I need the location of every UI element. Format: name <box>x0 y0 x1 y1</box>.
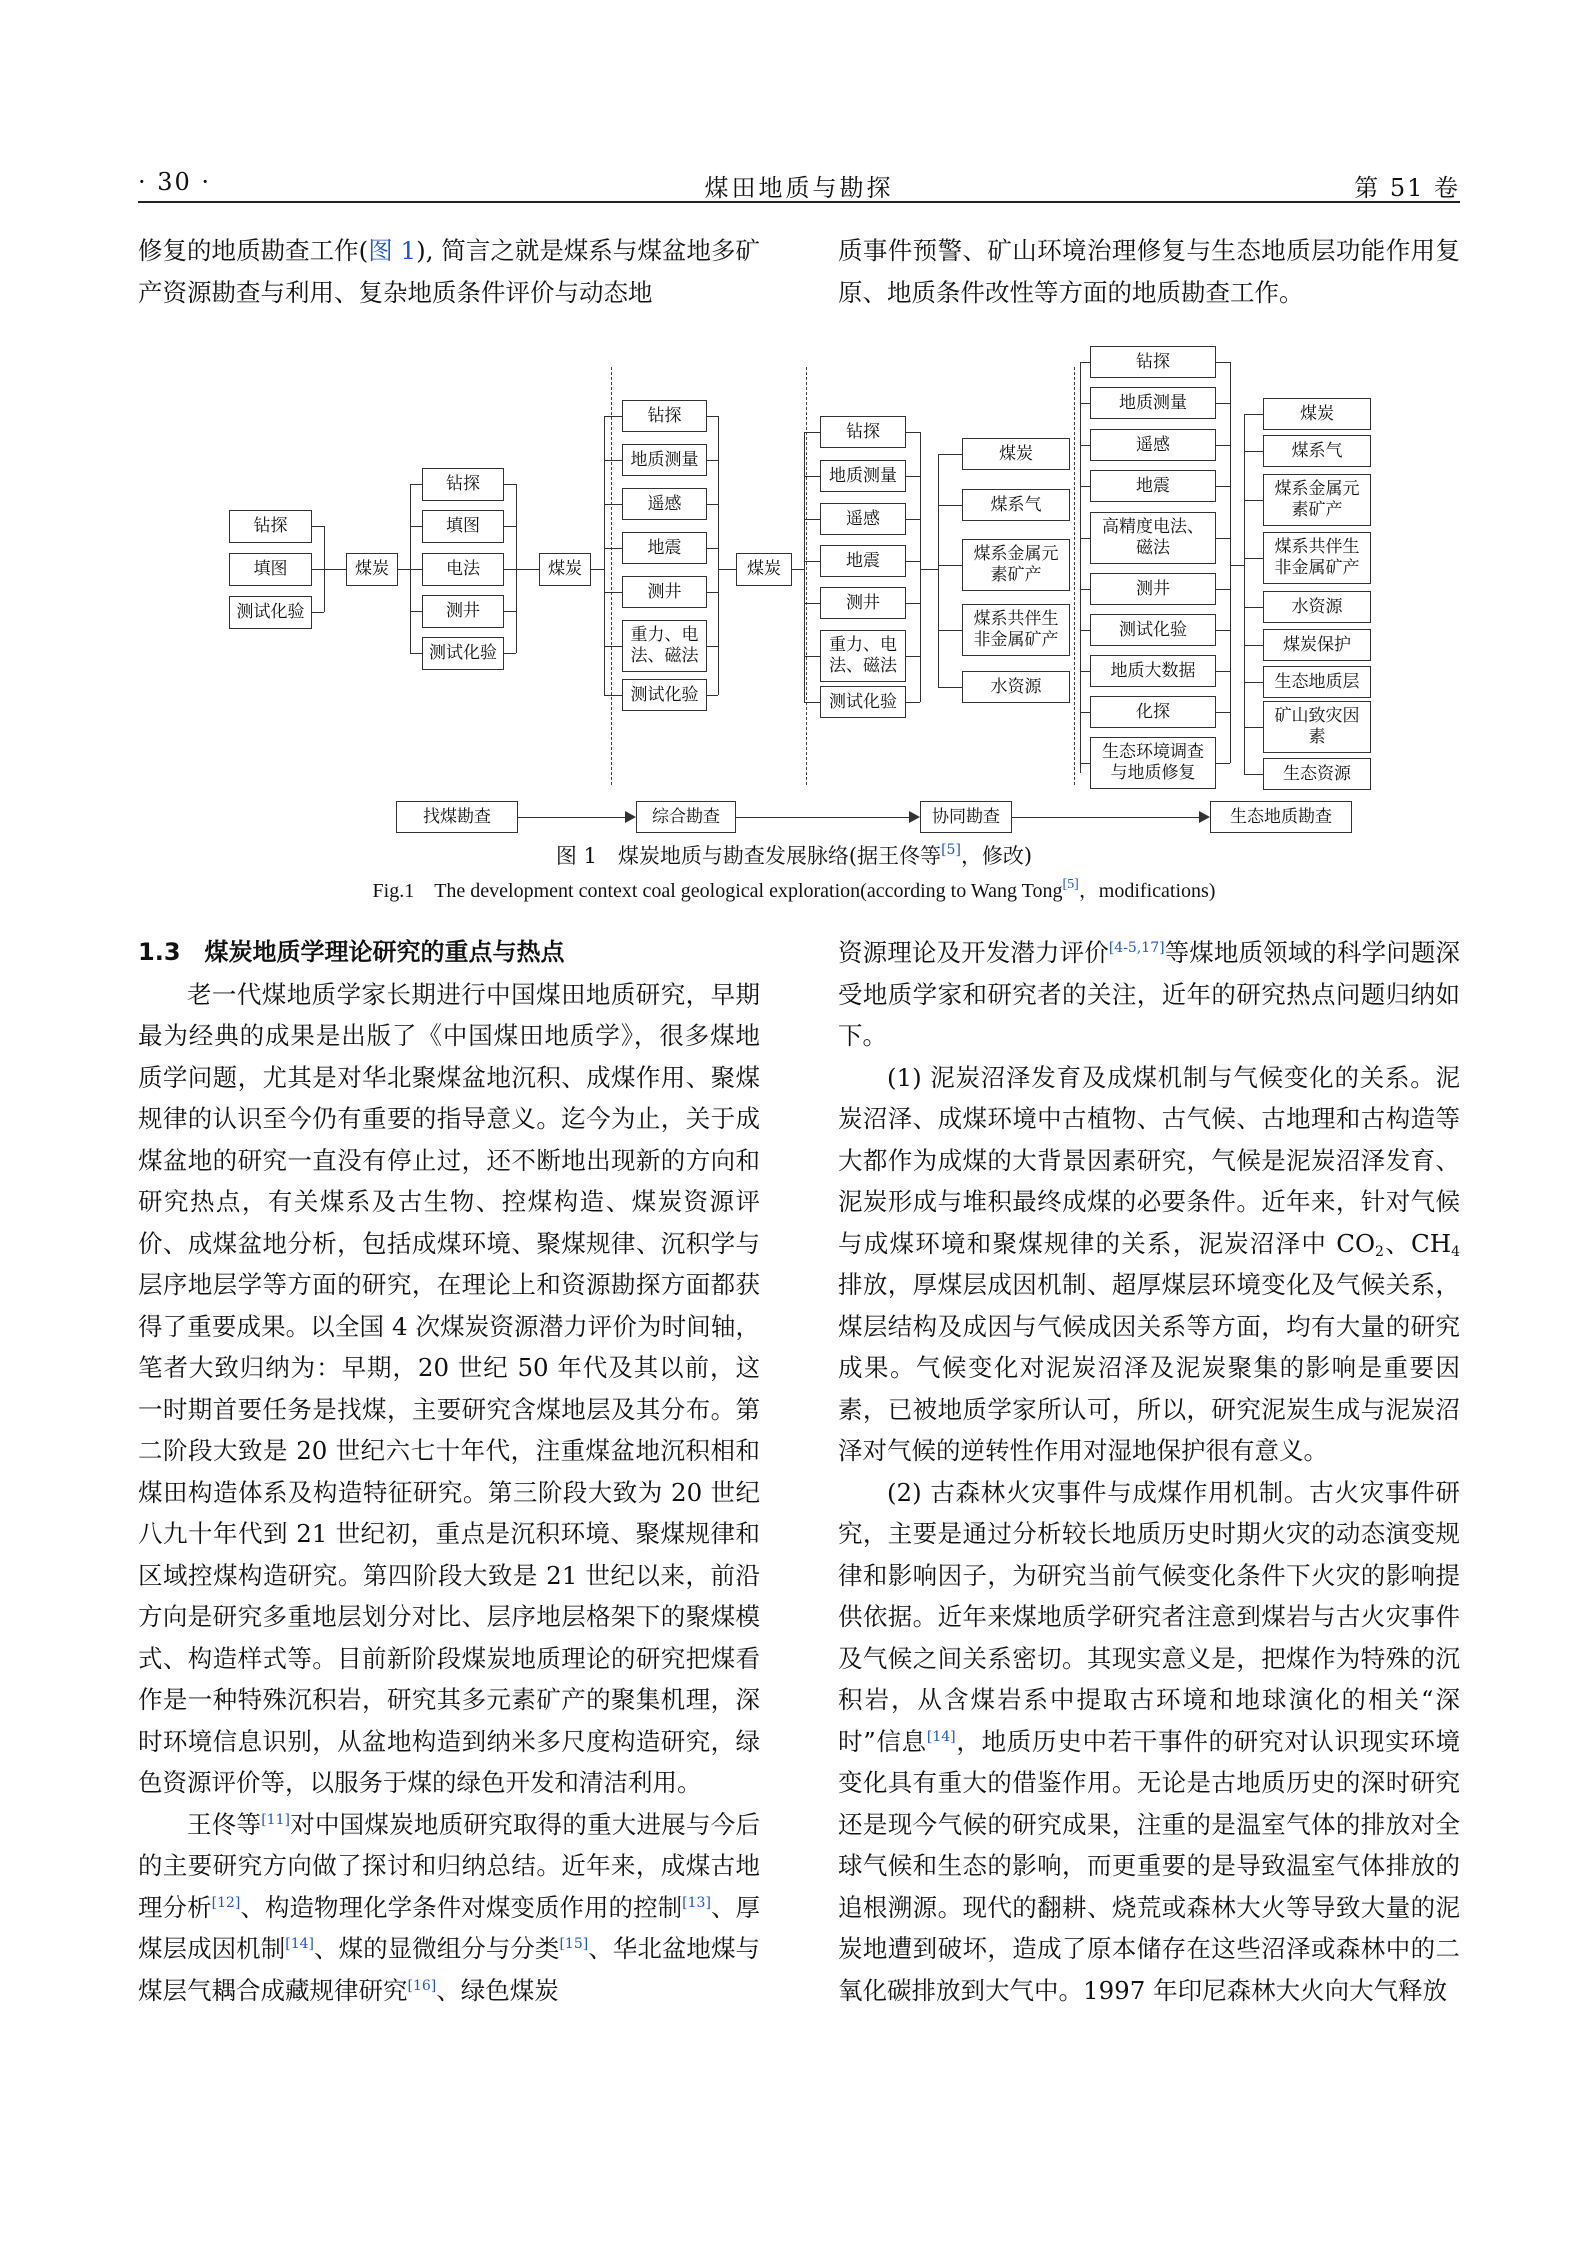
top-left-paragraph <box>138 230 760 313</box>
method-box: 测试化验 <box>1090 614 1216 646</box>
paragraph <box>138 1804 760 2012</box>
method-box: 地震 <box>1090 470 1216 502</box>
target-box: 煤系金属元素矿产 <box>962 539 1070 591</box>
top-right-paragraph: 质事件预警、矿山环境治理修复与生态地质层功能作用复原、地质条件改性等方面的地质勘查工作。 <box>838 236 1460 307</box>
method-box: 测试化验 <box>422 637 504 670</box>
target-box: 水资源 <box>962 671 1070 703</box>
stage-separator <box>1074 367 1075 785</box>
target-box: 煤炭保护 <box>1263 629 1371 661</box>
arrow-right-icon <box>1199 811 1210 823</box>
arrow-right-icon <box>909 811 920 823</box>
citation-link[interactable]: [16] <box>407 1977 437 1994</box>
text-run: (2) 古森林火灾事件与成煤作用机制。古火灾事件研究，主要是通过分析较长地质历史时期火灾的动态演变规律和影响因子，为研究当前气候变化条件下火灾的影响提供依据。近年来煤地质学研究者注意到煤岩与古火灾事件及气候之间关系密切。其现实意义是，把煤作为特殊的沉积岩，从含煤岩系中提取古环境和地球演化的相关“深时”信息 <box>838 1477 1460 1756</box>
hub-box: 煤炭 <box>346 553 398 586</box>
target-box: 生态资源 <box>1263 758 1371 790</box>
method-box: 填图 <box>229 553 312 586</box>
section-heading: 1.3 煤炭地质学理论研究的重点与热点 <box>138 938 565 966</box>
target-box: 煤炭 <box>962 438 1070 470</box>
method-box: 重力、电法、磁法 <box>820 630 906 682</box>
caption-text: 图 1 煤炭地质与勘查发展脉络(据王佟等 <box>555 844 942 868</box>
hub-box: 煤炭 <box>539 553 591 586</box>
figure-caption-en <box>0 874 1588 903</box>
text-run: 、构造物理化学条件对煤变质作用的控制 <box>240 1892 683 1922</box>
text-run: 、煤的显微组分与分类 <box>314 1934 560 1963</box>
target-box: 煤系气 <box>1263 435 1371 467</box>
text-run: 、绿色煤炭 <box>436 1975 559 2005</box>
target-box: 煤炭 <box>1263 398 1371 430</box>
method-box: 钻探 <box>1090 346 1216 378</box>
text-run: ，地质历史中若干事件的研究对认识现实环境变化具有重大的借鉴作用。无论是古地质历史的深时研究还是现今气候的研究成果，注重的是温室气体的排放对全球气候和生态的影响，而更重要的是导致温室气体排放的追根溯源。现代的翻耕、烧荒或森林大火等导致大量的泥炭地遭到破坏，造成了原本储存在这些沼泽或森林中的二氧化碳排放到大气中。1997 年印尼森林大火向大气释放 <box>838 1726 1461 2005</box>
top-right-column <box>838 230 1460 313</box>
method-box: 钻探 <box>820 416 906 448</box>
text-run: 王佟等 <box>187 1809 262 1839</box>
target-box: 矿山致灾因素 <box>1263 701 1371 753</box>
method-box: 地震 <box>820 545 906 577</box>
text-run: 对中国煤炭地质研究取得的重大进展与今后的主要研究方向做了探讨和归纳总结。近年来，成煤古地理分析 <box>138 1809 761 1922</box>
text-run: 资源理论及开发潜力评价 <box>838 938 1109 967</box>
timeline-stage: 综合勘查 <box>636 801 736 833</box>
volume-label: 第 51 卷 <box>1354 174 1460 202</box>
citation-link[interactable]: [14] <box>926 1728 956 1745</box>
text-run: 、厚煤层成因机制 <box>138 1892 761 1963</box>
stage-separator <box>611 367 612 785</box>
method-box: 地质测量 <box>1090 387 1216 419</box>
method-box: 测井 <box>422 595 504 628</box>
text-run: ), 简言之就是煤系与煤盆地多矿产资源勘查与利用、复杂地质条件评价与动态地 <box>138 236 761 307</box>
paragraph: 老一代煤地质学家长期进行中国煤田地质研究，早期最为经典的成果是出版了《中国煤田地质学》，很多煤地质学问题，尤其是对华北聚煤盆地沉积、成煤作用、聚煤规律的认识至今仍有重要的指导意义。迄今为止，关于成煤盆地的研究一直没有停止过，还不断地出现新的方向和研究热点，有关煤系及古生物、控煤构造、煤炭资源评价、成煤盆地分析，包括成煤环境、聚煤规律、沉积学与层序地层学等方面的研究，在理论上和资源勘探方面都获得了重要成果。以全国 4 次煤炭资源潜力评价为时间轴，笔者大致归纳为：早期，20 世纪 50 年代及其以前，这一时期首要任务是找煤，主要研究含煤地层及其分布。第二阶段大致是 20 世纪六七十年代，注重煤盆地沉积相和煤田构造体系及构造特征研究。第三阶段大致为 20 世纪八九十年代到 21 世纪初，重点是沉积环境、聚煤规律和区域控煤构造研究。第四阶段大致是 21 世纪以来，前沿方向是研究多重地层划分对比、层序地层格架下的聚煤模式、构造样式等。目前新阶段煤炭地质理论的研究把煤看作是一种特殊沉积岩，研究其多元素矿产的聚集机理，深时环境信息识别，从盆地构造到纳米多尺度构造研究，绿色资源评价等，以服务于煤的绿色开发和清洁利用。 <box>138 979 760 1797</box>
subscript: 2 <box>1375 1243 1384 1260</box>
citation-link[interactable]: [5] <box>1062 877 1079 892</box>
figure-caption-cn <box>0 840 1588 870</box>
text-run: 等煤地质领域的科学问题深受地质学家和研究者的关注，近年的研究热点问题归纳如下。 <box>838 938 1461 1050</box>
page-number: · 30 · <box>138 168 212 196</box>
method-box: 测试化验 <box>229 596 312 629</box>
timeline-stage: 协同勘查 <box>920 801 1012 833</box>
timeline-stage: 生态地质勘查 <box>1210 801 1352 833</box>
citation-link[interactable]: [5] <box>941 842 961 858</box>
method-box: 遥感 <box>820 503 906 535</box>
method-box: 高精度电法、磁法 <box>1090 512 1216 564</box>
method-box: 遥感 <box>1090 429 1216 461</box>
method-box: 钻探 <box>622 400 707 432</box>
method-box: 测井 <box>820 587 906 619</box>
text-run: 、华北盆地煤与煤层气耦合成藏规律研究 <box>138 1934 761 2005</box>
paragraph <box>838 1472 1460 2012</box>
method-box: 填图 <box>422 510 504 543</box>
target-box: 煤系共伴生非金属矿产 <box>1263 532 1371 584</box>
text-run: 修复的地质勘查工作( <box>138 236 369 265</box>
method-box: 钻探 <box>229 510 312 543</box>
caption-text: ，modifications) <box>1078 880 1216 902</box>
citation-link[interactable]: [11] <box>261 1811 290 1828</box>
paragraph <box>838 932 1460 1057</box>
citation-link[interactable]: [15] <box>559 1936 589 1952</box>
method-box: 重力、电法、磁法 <box>622 620 707 672</box>
journal-name: 煤田地质与勘探 <box>704 174 894 202</box>
header-rule <box>138 201 1460 203</box>
method-box: 地质测量 <box>622 444 707 476</box>
method-box: 化探 <box>1090 696 1216 728</box>
target-box: 煤系金属元素矿产 <box>1263 474 1371 526</box>
left-column <box>138 932 760 2011</box>
text-run: 、CH <box>1383 1228 1452 1258</box>
citation-link[interactable]: [12] <box>211 1894 241 1911</box>
subscript: 4 <box>1451 1243 1460 1260</box>
paragraph <box>838 1057 1460 1472</box>
text-run: 排放，厚煤层成因机制、超厚煤层环境变化及气候关系，煤层结构及成因与气候成因关系等方面，均有大量的研究成果。气候变化对泥炭沼泽及泥炭聚集的影响是重要因素，已被地质学家所认可，所以，研究泥炭生成与泥炭沼泽对气候的逆转性作用对湿地保护很有意义。 <box>838 1270 1460 1465</box>
top-left-column <box>138 230 760 313</box>
method-box: 测试化验 <box>820 686 906 718</box>
method-box: 生态环境调查与地质修复 <box>1090 737 1216 789</box>
caption-text: Fig.1 The development context coal geological exploration(according to Wang Tong <box>372 880 1063 902</box>
citation-link[interactable]: [14] <box>285 1936 314 1952</box>
figure-link[interactable]: 图 1 <box>368 236 417 265</box>
method-box: 遥感 <box>622 488 707 520</box>
timeline-stage: 找煤勘查 <box>396 801 518 833</box>
method-box: 地质测量 <box>820 460 906 492</box>
running-header <box>138 160 1460 200</box>
citation-link[interactable]: [4-5,17] <box>1108 940 1165 956</box>
target-box: 生态地质层 <box>1263 666 1371 698</box>
method-box: 钻探 <box>422 468 504 501</box>
target-box: 煤系共伴生非金属矿产 <box>962 604 1070 656</box>
caption-text: ，修改) <box>960 844 1033 868</box>
method-box: 地质大数据 <box>1090 655 1216 687</box>
method-box: 地震 <box>622 532 707 564</box>
target-box: 水资源 <box>1263 591 1371 623</box>
stage-separator <box>806 367 807 785</box>
text-run: (1) 泥炭沼泽发育及成煤机制与气候变化的关系。泥炭沼泽、成煤环境中古植物、古气候、古地理和古构造等大都作为成煤的大背景因素研究，气候是泥炭沼泽发育、泥炭形成与堆积最终成煤的必要条件。近年来，针对气候与成煤环境和聚煤规律的关系，泥炭沼泽中 CO <box>838 1062 1460 1258</box>
method-box: 测井 <box>1090 573 1216 605</box>
method-box: 测试化验 <box>622 679 707 711</box>
hub-box: 煤炭 <box>736 553 792 586</box>
target-box: 煤系气 <box>962 489 1070 521</box>
arrow-right-icon <box>625 811 636 823</box>
method-box: 测井 <box>622 576 707 608</box>
right-column <box>838 932 1460 2011</box>
citation-link[interactable]: [13] <box>682 1894 711 1911</box>
method-box: 电法 <box>422 553 504 586</box>
